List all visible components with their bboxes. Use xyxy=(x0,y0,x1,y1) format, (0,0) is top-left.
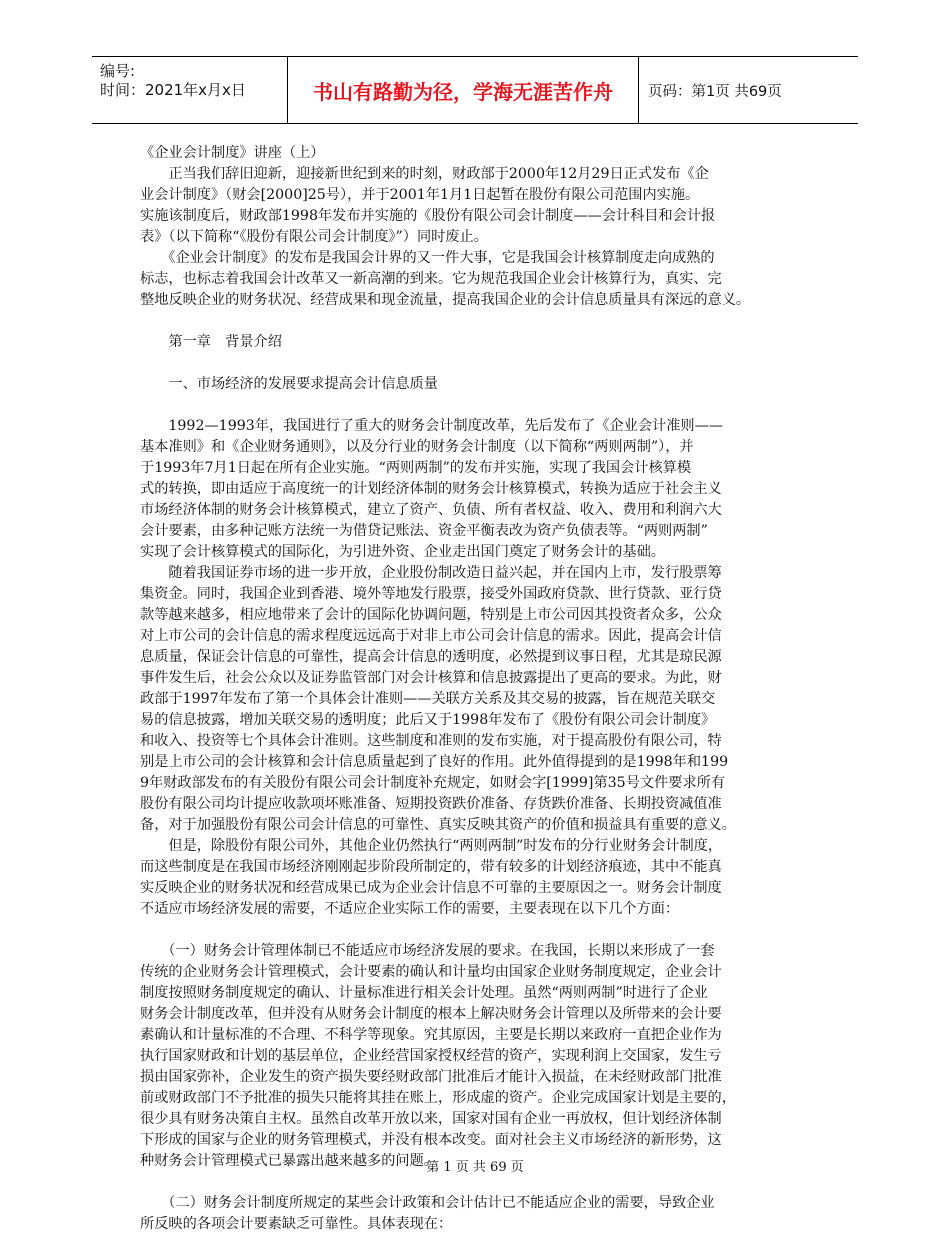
header-motto: 书山有路勤为径，学海无涯苦作舟 xyxy=(287,57,639,123)
body-line: 前或财政部门不予批准的损失只能将其挂在账上，形成虚的资产。企业完成国家计划是主要的， xyxy=(140,1090,736,1106)
blank-line xyxy=(140,920,810,941)
body-line: （二）财务会计制度所规定的某些会计政策和会计估计已不能适应企业的需要，导致企业 xyxy=(140,1195,715,1211)
header-page-info: 页码：第1页 共69页 xyxy=(648,83,782,100)
body-line: 素确认和计量标准的不合理、不科学等现象。究其原因，主要是长期以来政府一直把企业作为 xyxy=(140,1027,722,1043)
body-line: 会计要素，由多种记账方法统一为借贷记账法、资金平衡表改为资产负债表等。“两则两制” xyxy=(140,523,708,539)
body-line: 下形成的国家与企业的财务管理模式，并没有根本改变。面对社会主义市场经济的新形势，这 xyxy=(140,1132,722,1148)
body-line: 息质量，保证会计信息的可靠性，提高会计信息的透明度，必然提到议事日程，尤其是琼民源 xyxy=(140,649,722,665)
body-line: 实施该制度后，财政部1998年发布并实施的《股份有限公司会计制度——会计科目和会计报 xyxy=(140,208,716,224)
page-footer: 第 1 页 共 69 页 xyxy=(426,1160,524,1175)
blank-line xyxy=(140,395,810,416)
body-line: 而这些制度是在我国市场经济刚刚起步阶段所制定的，带有较多的计划经济痕迹，其中不能真 xyxy=(140,859,722,875)
blank-line xyxy=(140,353,810,374)
body-line: 《企业会计制度》的发布是我国会计界的又一件大事，它是我国会计核算制度走向成熟的 xyxy=(140,250,715,266)
body-line: 《企业会计制度》讲座（上） xyxy=(140,145,325,161)
body-line: （一）财务会计管理体制已不能适应市场经济发展的要求。在我国，长期以来形成了一套 xyxy=(140,943,715,959)
body-line: 备，对于加强股份有限公司会计信息的可靠性、真实反映其资产的价值和损益具有重要的意义。 xyxy=(140,817,736,833)
body-line: 正当我们辞旧迎新，迎接新世纪到来的时刻，财政部于2000年12月29日正式发布《企 xyxy=(140,166,709,182)
body-line: 很少具有财务决策自主权。虽然自改革开放以来，国家对国有企业一再放权，但计划经济体制 xyxy=(140,1111,722,1127)
body-line: 执行国家财政和计划的基层单位，企业经营国家授权经营的资产，实现利润上交国家，发生亏 xyxy=(140,1048,722,1064)
body-line: 财务会计制度改革，但并没有从财务会计制度的根本上解决财务会计管理以及所带来的会计要 xyxy=(140,1006,722,1022)
body-line: 标志，也标志着我国会计改革又一新高潮的到来。它为规范我国企业会计核算行为，真实、完 xyxy=(140,271,722,287)
body-line: 种财务会计管理模式已暴露出越来越多的问题。 xyxy=(140,1153,438,1169)
body-line: 9年财政部发布的有关股份有限公司会计制度补充规定，如财会字[1999]第35号文件要求所有 xyxy=(140,775,726,791)
document-body xyxy=(140,143,810,1235)
body-line: 易的信息披露，增加关联交易的透明度；此后又于1998年发布了《股份有限公司会计制度》 xyxy=(140,712,716,728)
document-number-label: 编号: xyxy=(100,62,136,80)
body-line: 基本准则》和《企业财务通则》，以及分行业的财务会计制度（以下简称“两则两制”），并 xyxy=(140,439,694,455)
body-line: 事件发生后，社会公众以及证券监管部门对会计核算和信息披露提出了更高的要求。为此，财 xyxy=(140,670,722,686)
body-line: 表》（以下简称“《股份有限公司会计制度》”）同时废止。 xyxy=(140,229,488,245)
body-line: 实现了会计核算模式的国际化，为引进外资、企业走出国门奠定了财务会计的基础。 xyxy=(140,544,665,560)
body-line: 式的转换，即由适应于高度统一的计划经济体制的财务会计核算模式，转换为适应于社会主义 xyxy=(140,481,722,497)
body-line: 业会计制度》（财会[2000]25号），并于2001年1月1日起暂在股份有限公司范围内实施。 xyxy=(140,187,700,203)
body-line: 集资金。同时，我国企业到香港、境外等地发行股票，接受外国政府贷款、世行贷款、亚行贷 xyxy=(140,586,722,602)
header-meta xyxy=(92,57,287,123)
body-line: 第一章 背景介绍 xyxy=(140,334,282,350)
body-line: 政部于1997年发布了第一个具体会计准则——关联方关系及其交易的披露，旨在规范关联交 xyxy=(140,691,716,707)
body-line: 于1993年7月1日起在所有企业实施。“两则两制”的发布并实施，实现了我国会计核算模 xyxy=(140,460,692,476)
body-line: 所反映的各项会计要素缺乏可靠性。具体表现在： xyxy=(140,1216,453,1232)
body-line: 对上市公司的会计信息的需求程度远远高于对非上市公司会计信息的需求。因此，提高会计信 xyxy=(140,628,722,644)
body-line: 损由国家弥补，企业发生的资产损失要经财政部门批准后才能计入损益，在未经财政部门批准 xyxy=(140,1069,722,1085)
document-time-label: 时间：2021年x月x日 xyxy=(100,81,246,99)
body-line: 股份有限公司均计提应收款项坏账准备、短期投资跌价准备、存货跌价准备、长期投资减值准 xyxy=(140,796,722,812)
body-line: 整地反映企业的财务状况、经营成果和现金流量，提高我国企业的会计信息质量具有深远的意义。 xyxy=(140,292,751,308)
body-line: 款等越来越多，相应地带来了会计的国际化协调问题，特别是上市公司因其投资者众多，公众 xyxy=(140,607,722,623)
body-line: 和收入、投资等七个具体会计准则。这些制度和准则的发布实施，对于提高股份有限公司，特 xyxy=(140,733,722,749)
body-line: 实反映企业的财务状况和经营成果已成为企业会计信息不可靠的主要原因之一。财务会计制度 xyxy=(140,880,722,896)
body-line: 随着我国证券市场的进一步开放，企业股份制改造日益兴起，并在国内上市，发行股票筹 xyxy=(140,565,722,581)
body-line: 制度按照财务制度规定的确认、计量标准进行相关会计处理。虽然“两则两制”时进行了企业 xyxy=(140,985,708,1001)
body-line: 不适应市场经济发展的需要，不适应企业实际工作的需要，主要表现在以下几个方面： xyxy=(140,901,680,917)
body-line: 市场经济体制的财务会计核算模式，建立了资产、负债、所有者权益、收入、费用和利润六大 xyxy=(140,502,722,518)
body-line: 一、市场经济的发展要求提高会计信息质量 xyxy=(140,376,438,392)
body-line: 1992—1993年，我国进行了重大的财务会计制度改革，先后发布了《企业会计准则—— xyxy=(140,418,723,434)
blank-line xyxy=(140,311,810,332)
body-line: 但是，除股份有限公司外，其他企业仍然执行“两则两制”时发布的分行业财务会计制度， xyxy=(140,838,723,854)
page-header xyxy=(92,56,858,124)
body-line: 别是上市公司的会计核算和会计信息质量起到了良好的作用。此外值得提到的是1998年和199 xyxy=(140,754,729,770)
blank-line xyxy=(140,1172,810,1193)
body-line: 传统的企业财务会计管理模式，会计要素的确认和计量均由国家企业财务制度规定，企业会计 xyxy=(140,964,722,980)
